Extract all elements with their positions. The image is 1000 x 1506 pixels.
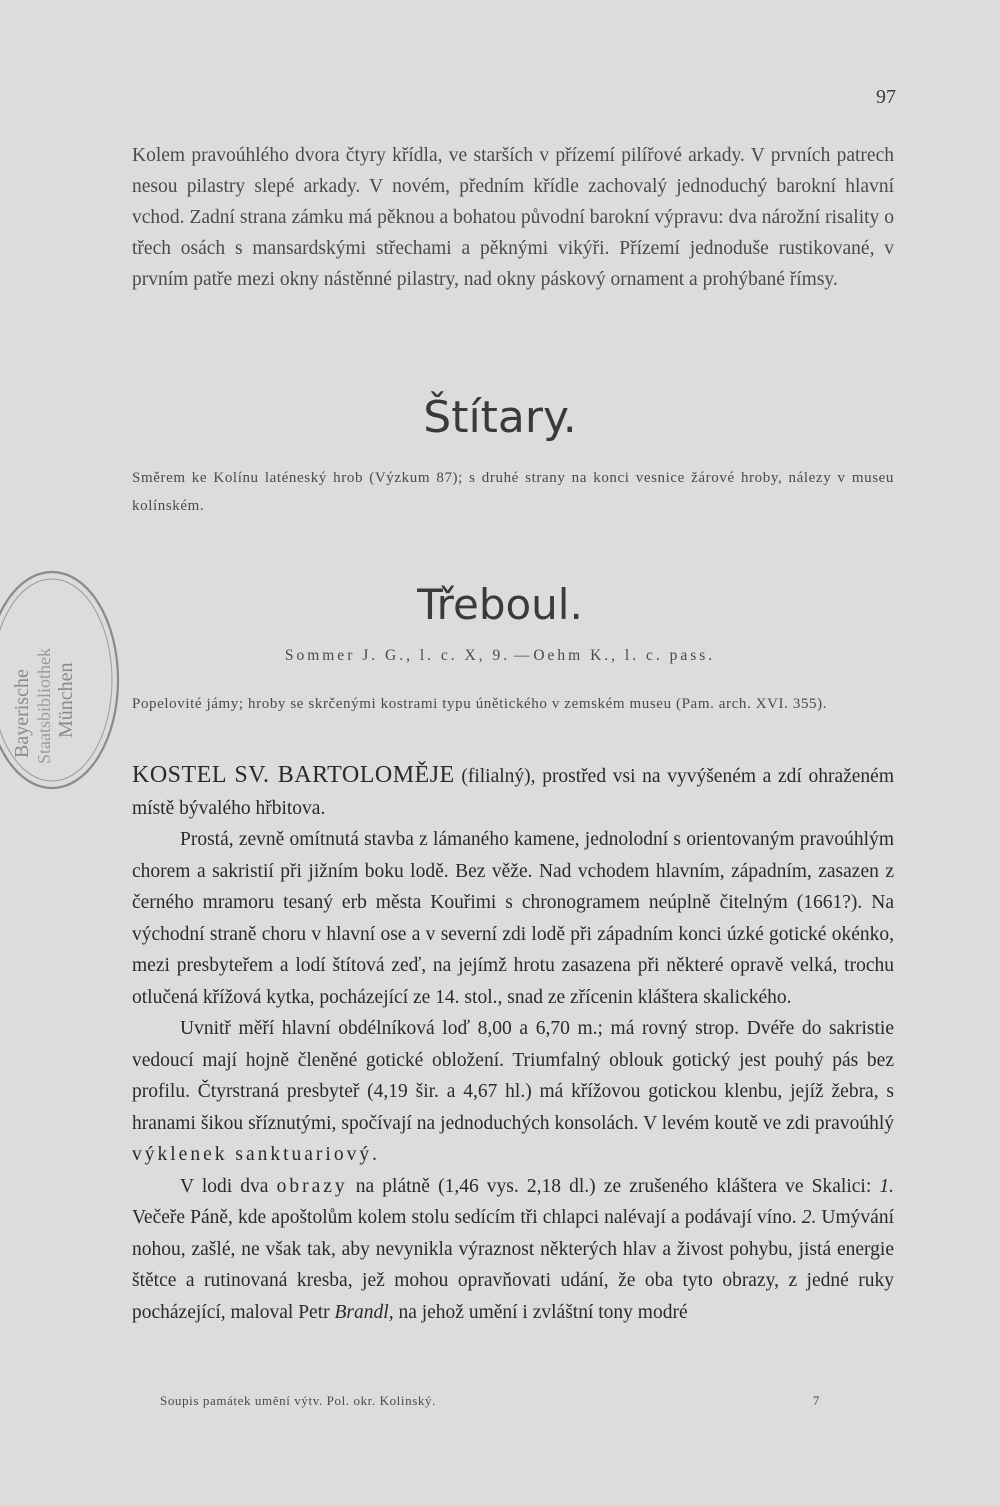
- source-sommer: Sommer J. G., l. c. X, 9.: [284, 647, 511, 664]
- library-stamp: [0, 568, 122, 794]
- kostel-p3-text: Uvnitř měří hlavní obdélníková loď 8,00 a 6,70 m.; má rovný strop. Dvéře do sakristie vedoucí mají hojně členěné gotické obložení. Triumfalný oblouk gotický jest pouhý pás bez profilu. Čtyrstraná presbyteř (4,19 šir. a 4,67 hl.) má křížovou gotickou klenbu, jejíž žebra, s hranami šikou sříznutými, spočívají na jednoduchých konsolách. V levém koutě ve zdi pravoúhlý: [132, 1018, 894, 1134]
- kostel-paragraph-2: Prostá, zevně omítnutá stavba z lámaného kamene, jednolodní s orientovaným pravoúhlým chorem a sakristií při jižním boku lodě. Bez věže. Nad vchodem hlavním, západním, zasazen z černého mramoru tesaný erb města Kouřimi s chronogramem neúplně čitelným (1661?). Na východní straně choru v hlavní ose a v severní zdi lodě při západním konci úzké gotické okénko, mezi presbyteřem a lodí štítová zeď, na jejímž hrotu zasazena při některé opravě velká, trochu otlučená křížová kytka, pocházející ze 14. stol., snad ze zřícenin kláštera skalického.: [132, 829, 894, 1008]
- kostel-paragraph-4: [132, 1171, 894, 1329]
- svg-text:Bayerische: Bayerische: [11, 669, 33, 758]
- svg-text:München: München: [55, 662, 77, 738]
- kostel-title: KOSTEL SV. BARTOLOMĚJE: [132, 762, 455, 788]
- svg-text:Staatsbibliothek: Staatsbibliothek: [34, 648, 54, 764]
- kostel-p4-b: na plátně (1,46 vys. 2,18 dl.) ze zrušeného kláštera ve Skalici:: [347, 1175, 880, 1197]
- source-oehm: Oehm K., l. c. pass.: [533, 647, 716, 664]
- kostel-p4-name: Brandl: [334, 1301, 389, 1323]
- section-heading-stitary: Štítary.: [423, 392, 577, 443]
- treboul-sources: [0, 647, 1000, 665]
- kostel-p4-number-1: 1.: [879, 1175, 894, 1197]
- footer-sheet-number: 7: [812, 1393, 820, 1408]
- stamp-seal-graphic: [0, 568, 122, 794]
- kostel-p4-number-2: 2.: [801, 1207, 817, 1228]
- page-number: 97: [876, 86, 896, 108]
- kostel-p4-a: V lodi dva: [180, 1175, 277, 1197]
- stitary-paragraph: Směrem ke Kolínu laténeský hrob (Výzkum 87); s druhé strany na konci vesnice žárové hroby, nálezy v museu kolínském.: [132, 470, 894, 514]
- kostel-p3-spaced: výklenek sanktuariový: [132, 1144, 373, 1165]
- kostel-p4-d: Umývání nohou, zašlé, ne však tak, aby nevynikla výraznost některých hlav a živost pohybu, jistá energie štětce a rutinovaná kresba, jež mohou opravňovati udání, že oba tyto obrazy, z jedné ruky pocházející, maloval Petr: [132, 1207, 894, 1323]
- kostel-paragraph-3: [132, 1013, 894, 1171]
- footer-text: Soupis památek umění výtv. Pol. okr. Kolinský.: [160, 1393, 436, 1408]
- kostel-p3-end: .: [372, 1144, 377, 1165]
- treboul-paragraph: Popelovité jámy; hroby se skrčenými kostrami typu únětického v zemském museu (Pam. arch. XVI. 355).: [132, 696, 828, 712]
- kostel-paragraph-1: [132, 760, 894, 824]
- kostel-p1-text: (filialný), prostřed vsi na vyvýšeném a zdí ohraženém místě bývalého hřbitova.: [132, 766, 894, 819]
- section-heading-treboul: Třeboul.: [417, 580, 583, 629]
- kostel-section: [132, 760, 894, 1328]
- kostel-p4-c: Večeře Páně, kde apoštolům kolem stolu sedícím tři chlapci nalévají a podávají víno.: [132, 1207, 802, 1228]
- kostel-p4-e: , na jehož umění i zvláštní tony modré: [388, 1301, 688, 1323]
- kostel-p4-spaced: obrazy: [276, 1175, 348, 1197]
- source-dash: —: [510, 647, 534, 664]
- intro-paragraph: Kolem pravoúhlého dvora čtyry křídla, ve starších v přízemí pilířové arkady. V prvních patrech nesou pilastry slepé arkady. V novém, předním křídle zachovalý jednoduchý barokní hlavní vchod. Zadní strana zámku má pěknou a bohatou původní barokní výpravu: dva nárožní risality o třech osách s mansardskými střechami a pěknými vikýři. Přízemí jednoduše rustikované, v prvním patře mezi okny nástěnné pilastry, nad okny páskový ornament a prohýbané římsy.: [132, 145, 894, 290]
- page-footer: [160, 1393, 820, 1409]
